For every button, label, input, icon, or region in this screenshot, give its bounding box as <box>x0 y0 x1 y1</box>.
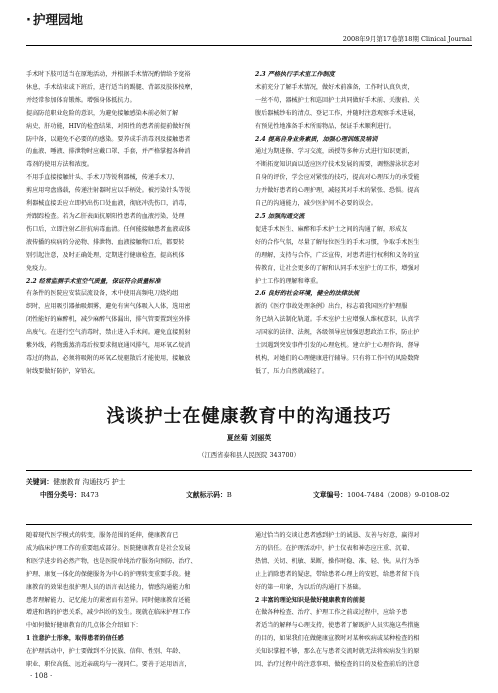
text-line: 机构，对她们的心理健康进行辅导。只有将工作中的风险数降 <box>255 354 420 362</box>
text-line: 护理、康复一体化的保健服务为中心的护理转变重要手段。健 <box>26 570 191 578</box>
classification: 中图分类号：R473 <box>40 491 99 499</box>
text-line: 有条件的医院应安装层流设备，术中使用高频电刀烧灼组 <box>26 290 179 298</box>
column-4 <box>255 530 471 672</box>
text-line: 出废气。在进行空气消毒时，禁止进入手术间。避免直接照射 <box>26 329 191 337</box>
page-number: · 108 · <box>30 672 53 680</box>
text-line: 好的第一印象，为以后的沟通打下基础。 <box>255 583 365 591</box>
text-line: 患者理解能力、记忆能力的紧密而有差异。同时健康教育还能 <box>26 596 191 604</box>
text-line: 一丝不苟，器械护士和巡回护士共同做好手术前、关腹前、关 <box>255 96 420 104</box>
issue-info: 2008年9月第17卷第18期 Clinical Journal <box>342 35 472 43</box>
text-line: 和医学进步的必然产物，也是医院单纯治疗服务向预防、治疗、 <box>26 557 197 565</box>
text-line: 康教育的效果也很护理人员的语言表达能力，情感沟通能力和 <box>26 583 191 591</box>
text-line: 成为临床护理工作的重要组成部分。医院健康教育是社会发展 <box>26 544 191 552</box>
text-line: 的理解，支持与合作，广泛宣传，对患者进行权利和义务的宣 <box>255 251 420 259</box>
text-line: 自己的沟通能力，减少医护间不必要的误会。 <box>255 200 377 208</box>
text-line: 防中备，以避免不必要的的感染。要养成手消毒剂及接触患者 <box>26 135 191 143</box>
text-line: 自身的评价，学会应对紧张的技巧，提高对心理压力的承受能 <box>255 174 420 182</box>
text-line: 职业、职位高低、远近亲疏均与一视同仁。要善于运用语言， <box>26 661 191 669</box>
article-title: 浅谈护士在健康教育中的沟通技巧 <box>106 406 392 427</box>
text-line: 中如何做好健康教育的几点体会介绍如下： <box>26 622 142 630</box>
column-1 <box>26 69 242 379</box>
text-line: 毒过的物品，必须将吸附的环氧乙烷驱散后才能使用，接触放 <box>26 354 191 362</box>
text-line: 不用手直接接触针头、手术刀等锐利器械，传递手术刀、 <box>26 174 179 182</box>
column-2 <box>255 69 471 379</box>
text-line: 在护理活动中，护士要做到不分民族、信仰、性别、年龄、 <box>26 648 185 656</box>
text-line: 新的《医疗事故处理条例》出台，标志着我国医疗护理服 <box>255 303 408 311</box>
article-authors: 夏丝菊 刘丽英 <box>226 433 272 442</box>
article-number: 文章编号：1004-7484（2008）9-0108-02 <box>313 491 450 499</box>
text-line: 免疫力。 <box>26 264 51 272</box>
keywords-line: 关键词：健康教育 沟通技巧 护士 <box>26 478 126 486</box>
text-line: 通过恰当的交谈让患者感到护士的诚恳、友善与好意，赢得对 <box>255 532 420 539</box>
text-line: 伤口后，立即注射乙肝抗病毒血清。任何能接触患者血液或体 <box>26 225 191 233</box>
text-line: 织时，应用吸引器抽吸烟雾，避免有害气体吸入人体，选用密 <box>26 303 191 311</box>
text-line: 增进和谐的护患关系，减少纠纷的发生。现就在临床护理工作 <box>26 609 191 617</box>
text-line: 利器械直接丢应立即扔出伤口处血液，彻底冲洗伤口，消毒， <box>26 200 191 208</box>
text-line: 紫外线，药物熏蒸消毒后按要求彻底通风排气，用环氧乙烷消 <box>26 342 191 350</box>
header-rule <box>26 45 472 46</box>
text-line: 因、治疗过程中的注意事项、做检查的目的及检查前后的注意 <box>255 661 420 669</box>
text-line: 术前充分了解手术情况，做好术前准备，工作时认真负责， <box>255 83 414 91</box>
section-heading: 2.3 严格执行手术室工作制度 <box>255 71 335 78</box>
text-line: 休息，手术结束或下班后，进行适当的踢腿、背部及肢体按摩， <box>26 83 197 91</box>
text-line: 好的合作气氛，尽量了解每位医生的手术习惯，争取手术医生 <box>255 238 420 246</box>
text-line: 液传播的疾病的分泌物、排泄物、血液接触物口后，都要转 <box>26 238 185 246</box>
section-heading: 2.4 提高自身业务素质，加强心理训练及培训 <box>255 135 378 143</box>
section-heading: 2 丰富的理论知识是做好健康教育的前提 <box>255 596 365 604</box>
text-line: 别引起注意，及时正确处理，定期进行健康检查，提高机体 <box>26 251 185 259</box>
text-line: 闭性能好的麻醉机，减少麻醉气体漏出，排气管要置到室外排 <box>26 316 191 324</box>
text-line: 腹后器械纱布的清点、登记工作，并随时注意观察手术进展， <box>255 109 420 117</box>
text-line: 力并做好患者的心理护理，减轻其对手术的紧张、恐惧。提高 <box>255 187 420 195</box>
text-line: 传教育，让社会更多的了解和认同手术室护士的工作，增强对 <box>255 264 420 272</box>
text-line: 剪应用弯盘盛载，传递注射器时应以手柄处。被污染针头等锐 <box>26 187 191 195</box>
text-line: 热情、关切、机敏、果断，操作时稳、准、轻、快。从行为举 <box>255 557 420 565</box>
text-line: 关知识掌握不够，那么在与患者交流时就无法将疾病发生的原 <box>255 648 420 656</box>
text-line: 者适当的解释与心理支持，使患者了解既护人员实施这些措施 <box>255 622 420 630</box>
text-line: 随着现代医学模式的转变，服务范围的延伸，健康教育已 <box>26 532 179 539</box>
text-line: 病史，肝功能，HIV的检查结果，对阳性的患者前提前做好预 <box>26 122 191 130</box>
column-3 <box>26 530 242 672</box>
text-line: 有预见性地准备手术所需物品，保证手术顺利进行。 <box>255 122 396 130</box>
text-line: 方的信任。在护理活动中，护士仪表和神态应庄重、沉着、 <box>255 544 414 552</box>
article-affiliation: （江西省泰和县人民医院 343700） <box>198 452 300 459</box>
text-line: 的血液、唾液、排泄物时应戴口罩、手套，并严格掌握各种消 <box>26 148 191 156</box>
text-line: 止上消除患者的疑虑，带给患者心理上的安慰，给患者留下良 <box>255 570 420 578</box>
text-line: 并经常参加体育锻炼。增强身体抵抗力。 <box>26 96 136 104</box>
section-heading: 2.2 经常监测手术室空气质量，保证符合质量标准 <box>26 277 161 285</box>
text-line: 并跟踪检查。若为乙肝表面抗原阳性患者的血液污染，处理 <box>26 212 185 220</box>
text-line: 毒剂的使用方法和浓度。 <box>26 161 94 169</box>
text-line: 提高防范职业危险的意识，为避免接触感染本前必须了解 <box>26 109 179 117</box>
text-line: 在做各种检查、治疗、护理工作之前或过程中，应给予患 <box>255 609 408 617</box>
text-line: 通过为期进修、学习交流，函授等多种方式进行知识更新， <box>255 148 414 156</box>
text-line: 护士工作的理解和尊重。 <box>255 277 323 285</box>
section-heading: 1 注意护士形象，取得患者的信任感 <box>26 635 124 643</box>
text-line: 务已纳入法制化轨道。手术室护士应增强人维权意识，认真学 <box>255 316 420 324</box>
document-code: 文献标示码：B <box>186 491 232 499</box>
section-heading: 2.6 良好的社会环境，健全的法律法规 <box>255 290 360 298</box>
text-line: 手术时下肢可适当在原地活动，并根据手术情况酌情给予宽裕 <box>26 71 191 78</box>
section-heading: 2.5 加强沟通交流 <box>255 212 305 220</box>
meta-rule-bottom <box>26 524 472 525</box>
journal-section-title: · 护理园地 <box>26 12 83 28</box>
text-line: 射线要做好防护，穿铅衣。 <box>26 367 100 375</box>
text-line: 士因遇到突发事件引发的心理危机。建立护士心理咨询、督导 <box>255 342 420 350</box>
text-line: 的目的，如果我们在做健康宣教时对某种疾病或某种检查的相 <box>255 635 420 643</box>
text-line: 习国家的法律、法规，各级领导应加强思想政治工作，防止护 <box>255 329 420 337</box>
text-line: 不断拓宽知识面以适应医疗技术发展的需要，调整游泳状态对 <box>255 161 420 169</box>
text-line: 低了，压力自然就减轻了。 <box>255 367 329 375</box>
meta-rule-top <box>26 470 472 471</box>
text-line: 促进手术医生、麻醉和手术护士之间的沟通了解，形成友 <box>255 225 408 233</box>
